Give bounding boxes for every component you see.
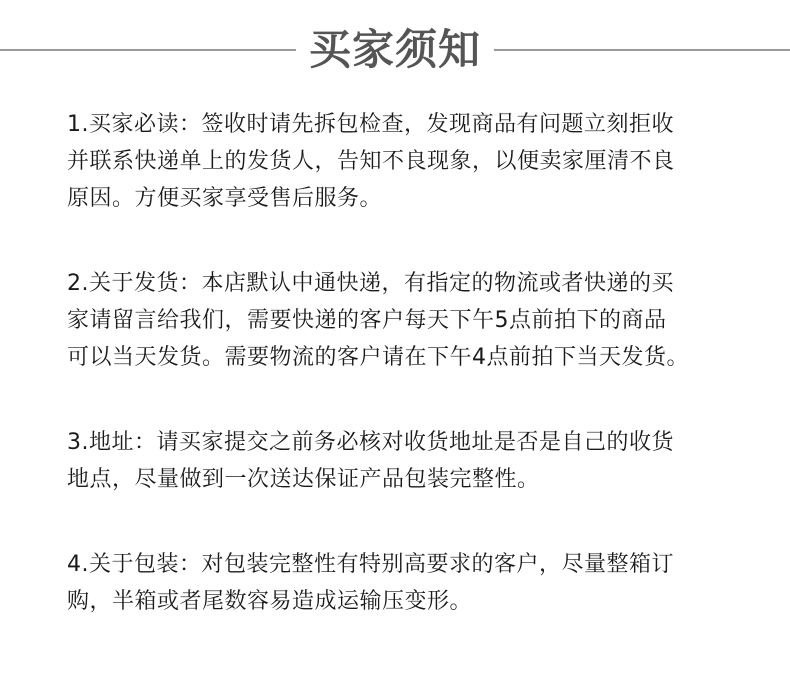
section-shipping [67, 265, 747, 376]
section-packaging [67, 546, 747, 620]
header-divider-left [0, 49, 296, 51]
section-line: 家请留言给我们，需要快递的客户每天下午5点前拍下的商品 [67, 308, 667, 333]
section-line: 并联系快递单上的发货人，告知不良现象，以便卖家厘清不良 [67, 149, 675, 174]
section-line: 地点，尽量做到一次送达保证产品包装完整性。 [67, 467, 540, 492]
page-title: 买家须知 [308, 25, 481, 74]
notice-header [0, 22, 790, 78]
section-must-read [67, 106, 747, 217]
section-line: 1.买家必读：签收时请先拆包检查，发现商品有问题立刻拒收 [67, 112, 674, 137]
header-divider-right [494, 49, 790, 51]
notice-content [67, 106, 747, 668]
section-line: 可以当天发货。需要物流的客户请在下午4点前拍下当天发货。 [67, 345, 689, 370]
section-line: 原因。方便买家享受售后服务。 [67, 186, 383, 211]
section-line: 4.关于包装：对包装完整性有特别高要求的客户，尽量整箱订 [67, 552, 674, 577]
section-line: 2.关于发货：本店默认中通快递，有指定的物流或者快递的买 [67, 271, 674, 296]
section-address [67, 424, 747, 498]
section-line: 3.地址：请买家提交之前务必核对收货地址是否是自己的收货 [67, 430, 674, 455]
section-line: 购，半箱或者尾数容易造成运输压变形。 [67, 589, 473, 614]
